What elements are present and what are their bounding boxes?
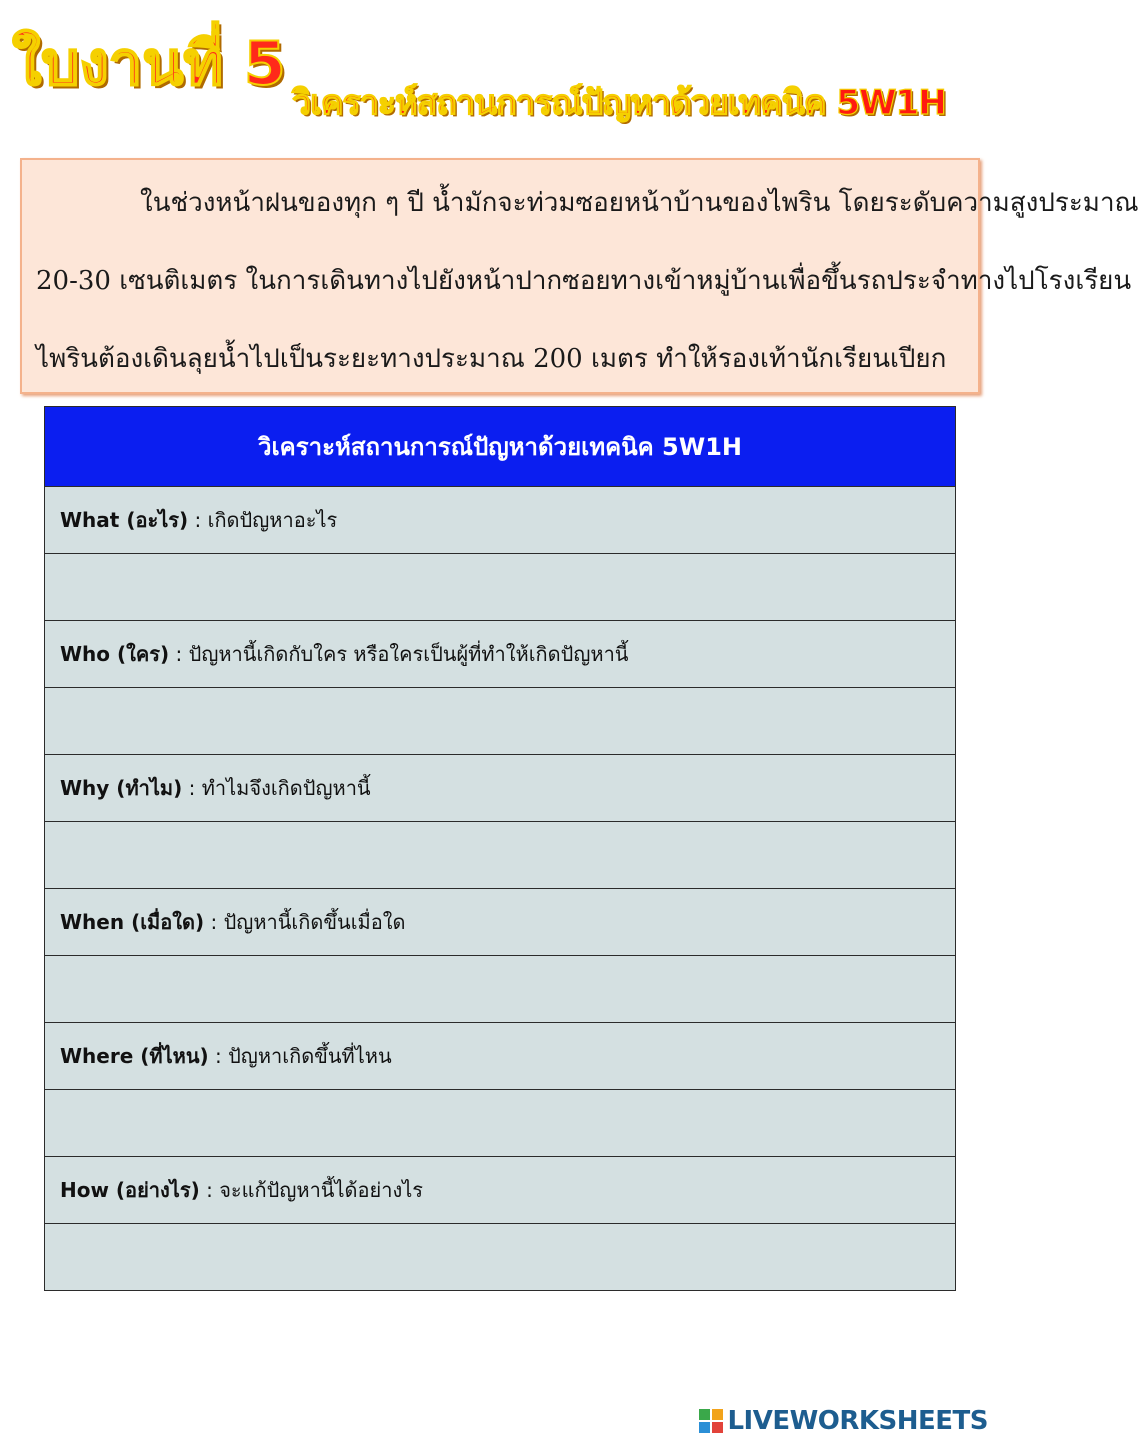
liveworksheets-logo-icon	[699, 1409, 723, 1433]
worksheet-subtitle: วิเคราะห์สถานการณ์ปัญหาด้วยเทคนิค 5W1H	[292, 83, 946, 123]
story-line-1: ในช่วงหน้าฝนของทุก ๆ ปี น้ำมักจะท่วมซอยหน้าบ้านของไพริน โดยระดับความสูงประมาณ	[140, 188, 1139, 218]
question-label: Where (ที่ไหน)	[60, 1044, 209, 1068]
logo-square-green	[699, 1409, 710, 1420]
logo-square-blue	[699, 1422, 710, 1433]
question-text: : ปัญหาเกิดขึ้นที่ไหน	[208, 1044, 392, 1068]
answer-row-what	[45, 554, 956, 621]
analysis-table	[44, 406, 956, 1291]
story-line-2: 20-30 เซนติเมตร ในการเดินทางไปยังหน้าปากซอยทางเข้าหมู่บ้านเพื่อขึ้นรถประจำทางไปโรงเรียน	[36, 266, 1132, 296]
question-cell	[45, 889, 956, 956]
question-row-why	[45, 755, 956, 822]
worksheet-title: ใบงานที่ 5	[12, 29, 286, 99]
question-label: When (เมื่อใด)	[60, 910, 205, 934]
story-line-3: ไพรินต้องเดินลุยน้ำไปเป็นระยะทางประมาณ 200 เมตร ทำให้รองเท้านักเรียนเปียก	[36, 344, 947, 374]
question-row-when	[45, 889, 956, 956]
question-cell	[45, 487, 956, 554]
question-text: : ปัญหานี้เกิดกับใคร หรือใครเป็นผู้ที่ทำให้เกิดปัญหานี้	[169, 642, 629, 666]
answer-field-what[interactable]	[45, 574, 955, 600]
logo-square-red	[712, 1422, 723, 1433]
question-cell	[45, 1157, 956, 1224]
logo-square-orange	[712, 1409, 723, 1420]
answer-row-when	[45, 956, 956, 1023]
answer-row-why	[45, 822, 956, 889]
question-cell	[45, 1023, 956, 1090]
brand-text: LIVEWORKSHEETS	[727, 1406, 988, 1436]
table-header: วิเคราะห์สถานการณ์ปัญหาด้วยเทคนิค 5W1H	[45, 407, 956, 487]
question-row-who	[45, 621, 956, 688]
question-text: : เกิดปัญหาอะไร	[188, 508, 338, 532]
question-label: What (อะไร)	[60, 508, 189, 532]
question-label: Why (ทำไม)	[60, 776, 183, 800]
question-row-how	[45, 1157, 956, 1224]
question-cell	[45, 621, 956, 688]
answer-field-why[interactable]	[45, 842, 955, 868]
question-text: : จะแก้ปัญหานี้ได้อย่างไร	[199, 1178, 424, 1202]
question-cell	[45, 755, 956, 822]
question-text: : ทำไมจึงเกิดปัญหานี้	[182, 776, 371, 800]
question-row-where	[45, 1023, 956, 1090]
answer-field-who[interactable]	[45, 708, 955, 734]
story-box	[20, 158, 1139, 394]
question-row-what	[45, 487, 956, 554]
liveworksheets-brand[interactable]	[699, 1404, 988, 1438]
answer-row-where	[45, 1090, 956, 1157]
question-text: : ปัญหานี้เกิดขึ้นเมื่อใด	[204, 910, 406, 934]
answer-field-how[interactable]	[45, 1244, 955, 1270]
answer-row-how	[45, 1224, 956, 1291]
answer-field-when[interactable]	[45, 976, 955, 1002]
answer-row-who	[45, 688, 956, 755]
question-label: Who (ใคร)	[60, 642, 170, 666]
answer-field-where[interactable]	[45, 1110, 955, 1136]
question-label: How (อย่างไร)	[60, 1178, 200, 1202]
